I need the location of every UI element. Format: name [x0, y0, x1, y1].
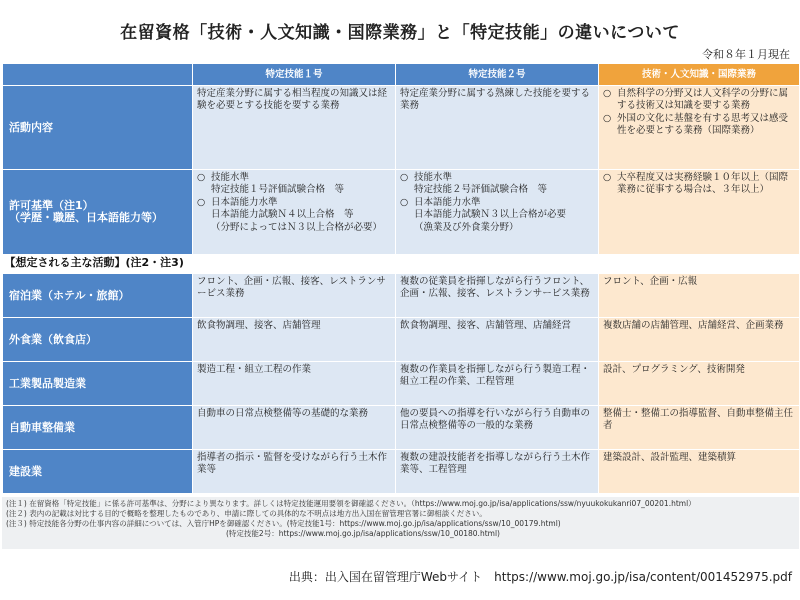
table-cell: フロント、企画・広報、接客、レストランサービス業務 [193, 274, 396, 318]
criteria-note: （漁業及び外食業分野） [414, 222, 519, 233]
row-label-food-service: 外食業（飲食店） [3, 318, 193, 362]
list-item: ○ 外国の文化に基盤を有する思考又は感受性を必要とする業務（国際業務） [603, 113, 789, 136]
row-label-activity: 活動内容 [3, 86, 193, 170]
header-corner [3, 64, 193, 86]
list-item: ○ 技能水準 特定技能２号評価試験合格 等 [400, 172, 548, 195]
row-label-lodging: 宿泊業（ホテル・旅館） [3, 274, 193, 318]
table-cell: 整備士・整備工の指導監督、自動車整備主任者 [599, 406, 800, 450]
footnote: (注２) 表内の記載は対比する目的で概略を整理したものであり、申請に際しての具体的な不明点は地方出入国在留管理官署に御相談ください。 [6, 509, 487, 518]
header-ssw1: 特定技能１号 [193, 64, 396, 86]
footnote: (注１) 在留資格「特定技能」に係る許可基準は、分野により異なります。詳しくは特定技能運用要領を御確認ください。（https://www.moj.go.jp/isa/applications/ssw/nyuukokukanri07_00201.html） [6, 499, 696, 508]
table-cell: 指導者の指示・監督を受けながら行う土木作業等 [193, 450, 396, 494]
table-cell: 飲食物調理、接客、店舗管理 [193, 318, 396, 362]
cell-criteria-eh [599, 170, 800, 255]
row-label-auto-repair: 自動車整備業 [3, 406, 193, 450]
table-cell: 複数店舗の店舗管理、店舗経営、企画業務 [599, 318, 800, 362]
page-title: 在留資格「技術・人文知識・国際業務」と「特定技能」の違いについて [120, 23, 680, 43]
date-label: 令和８年１月現在 [702, 48, 790, 61]
table-cell: 自動車の日常点検整備等の基礎的な業務 [193, 406, 396, 450]
table-cell: フロント、企画・広報 [599, 274, 800, 318]
list-item: ○ 技能水準 特定技能１号評価試験合格 等 [197, 172, 345, 195]
list-item: ○ 大卒程度又は実務経験１０年以上（国際業務に従事する場合は、３年以上） [603, 172, 789, 195]
header-engineer-humanities: 技術・人文知識・国際業務 [599, 64, 800, 86]
list-item: ○ 自然科学の分野又は人文科学の分野に属する技術又は知識を要する業務 [603, 88, 789, 111]
cell-activity-ssw2: 特定産業分野に属する熟練した技能を要する業務 [396, 86, 599, 170]
section-heading: 【想定される主な活動】(注2・注3) [3, 255, 800, 274]
header-ssw2: 特定技能２号 [396, 64, 599, 86]
table-cell: 設計、プログラミング、技術開発 [599, 362, 800, 406]
cell-activity-eh [599, 86, 800, 170]
footnote: (特定技能2号：https://www.moj.go.jp/isa/applications/ssw/10_00180.html) [226, 529, 500, 538]
table-cell: 製造工程・組立工程の作業 [193, 362, 396, 406]
table-cell: 複数の建設技能者を指導しながら行う土木作業等、工程管理 [396, 450, 599, 494]
row-label-manufacturing: 工業製品製造業 [3, 362, 193, 406]
cell-criteria-ssw2 [396, 170, 599, 255]
comparison-table [2, 63, 800, 494]
footnote: (注３) 特定技能各分野の仕事内容の詳細については、入管庁HPを御確認ください。(特定技能1号：https://www.moj.go.jp/isa/applications/ssw/10_00179.html) [6, 519, 561, 528]
footnotes [2, 497, 799, 549]
table-cell: 複数の作業員を指揮しながら行う製造工程・組立工程の作業、工程管理 [396, 362, 599, 406]
table-cell: 複数の従業員を指揮しながら行うフロント、企画・広報、接客、レストランサービス業務 [396, 274, 599, 318]
table-cell: 他の要員への指導を行いながら行う自動車の日常点検整備等の一般的な業務 [396, 406, 599, 450]
criteria-note: （分野によってはＮ３以上合格が必要） [211, 222, 383, 233]
list-item: ○ 日本語能力水準 日本語能力試験Ｎ３以上合格が必要 [400, 197, 567, 220]
cell-activity-ssw1: 特定産業分野に属する相当程度の知識又は経験を必要とする技能を要する業務 [193, 86, 396, 170]
table-cell: 建築設計、設計監理、建築積算 [599, 450, 800, 494]
source-citation: 出典：出入国在留管理庁Webサイト https://www.moj.go.jp/isa/content/001452975.pdf [288, 570, 792, 584]
row-label-construction: 建設業 [3, 450, 193, 494]
table-cell: 飲食物調理、接客、店舗管理、店舗経営 [396, 318, 599, 362]
list-item: ○ 日本語能力水準 日本語能力試験Ｎ４以上合格 等 [197, 197, 354, 220]
cell-criteria-ssw1 [193, 170, 396, 255]
row-label-criteria: 許可基準（注1） （学歴・職歴、日本語能力等） [3, 170, 193, 255]
